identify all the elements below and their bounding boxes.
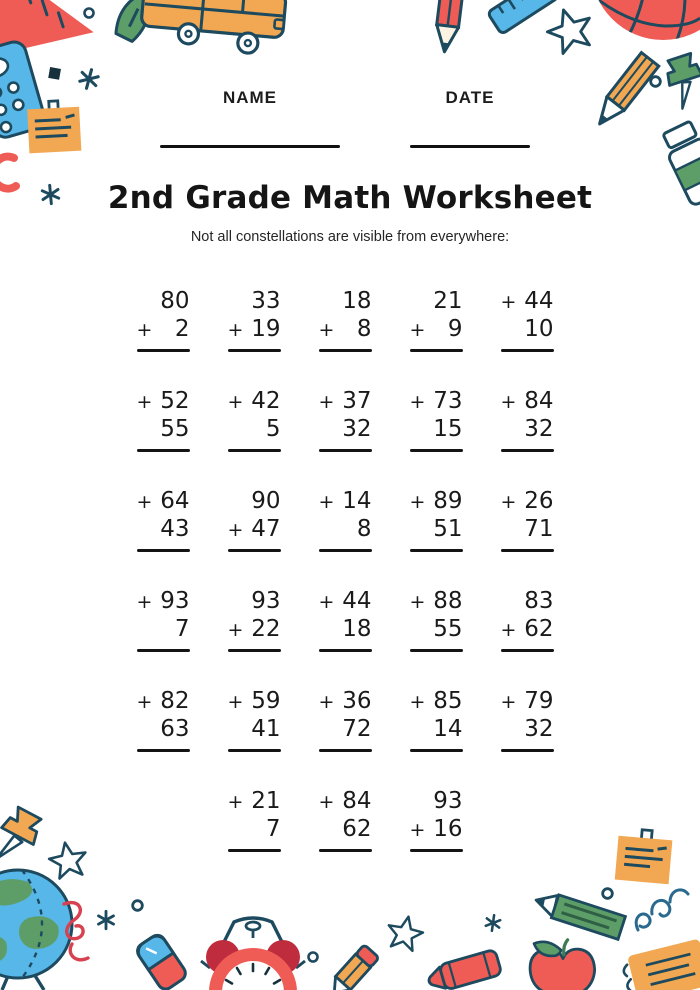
answer-line[interactable]	[410, 349, 463, 352]
addend-bottom: 32	[342, 416, 372, 442]
plus-operator: +	[227, 519, 244, 541]
answer-line[interactable]	[137, 349, 190, 352]
addend-top: 64	[160, 488, 190, 514]
addend-bottom: 9	[447, 316, 463, 342]
addend-bottom: 8	[356, 516, 372, 542]
notepad-icon	[613, 934, 700, 990]
math-problem	[501, 287, 554, 352]
addend-bottom: 22	[251, 616, 281, 642]
red-crayon-icon	[417, 937, 515, 990]
math-problem	[501, 387, 554, 452]
name-input-line[interactable]	[160, 145, 340, 148]
addend-bottom: 55	[433, 616, 463, 642]
addend-top: 89	[433, 488, 463, 514]
addend-top: 37	[342, 388, 372, 414]
math-problem	[319, 387, 372, 452]
addend-top: 44	[342, 588, 372, 614]
answer-line[interactable]	[501, 749, 554, 752]
answer-line[interactable]	[137, 649, 190, 652]
plus-operator: +	[136, 491, 153, 513]
star-icon	[382, 910, 427, 955]
plus-operator: +	[136, 591, 153, 613]
addend-top: 93	[433, 788, 463, 814]
blue-squiggle-icon	[630, 880, 692, 938]
plus-operator: +	[227, 319, 244, 341]
answer-line[interactable]	[228, 649, 281, 652]
circle-dot-icon	[130, 898, 145, 913]
answer-line[interactable]	[501, 449, 554, 452]
math-problem	[319, 487, 372, 552]
addend-top: 14	[342, 488, 372, 514]
answer-line[interactable]	[319, 549, 372, 552]
date-input-line[interactable]	[410, 145, 530, 148]
answer-line[interactable]	[228, 849, 281, 852]
page-subtitle: Not all constellations are visible from everywhere:	[190, 229, 510, 245]
plus-operator: +	[227, 619, 244, 641]
addend-top: 85	[433, 688, 463, 714]
red-squiggle-icon	[52, 898, 110, 966]
math-problem	[319, 687, 372, 752]
plus-operator: +	[318, 319, 335, 341]
addend-top: 42	[251, 388, 281, 414]
math-problem	[228, 487, 281, 552]
answer-line[interactable]	[410, 449, 463, 452]
addend-bottom: 32	[524, 716, 554, 742]
addend-top: 83	[524, 588, 554, 614]
plus-operator: +	[136, 391, 153, 413]
problem-row	[0, 787, 690, 852]
plus-operator: +	[227, 691, 244, 713]
problem-row	[0, 687, 690, 752]
plus-operator: +	[409, 819, 426, 841]
addend-bottom: 7	[174, 616, 190, 642]
answer-line[interactable]	[228, 449, 281, 452]
plus-operator: +	[500, 619, 517, 641]
answer-line[interactable]	[319, 349, 372, 352]
math-problem	[228, 387, 281, 452]
plus-operator: +	[227, 391, 244, 413]
addend-bottom: 32	[524, 416, 554, 442]
math-problem	[137, 387, 190, 452]
addend-top: 93	[160, 588, 190, 614]
addend-bottom: 15	[433, 416, 463, 442]
plus-operator: +	[136, 319, 153, 341]
addend-bottom: 5	[265, 416, 281, 442]
math-problem	[137, 587, 190, 652]
sticky-note-icon	[23, 94, 88, 155]
plus-operator: +	[500, 391, 517, 413]
push-pin-icon	[655, 46, 700, 121]
alarm-clock-icon	[196, 912, 311, 990]
answer-line[interactable]	[319, 449, 372, 452]
date-label: DATE	[445, 88, 495, 107]
addend-top: 21	[433, 288, 463, 314]
addend-bottom: 8	[356, 316, 372, 342]
answer-line[interactable]	[501, 549, 554, 552]
addend-top: 26	[524, 488, 554, 514]
math-problem	[228, 787, 281, 852]
plus-operator: +	[318, 491, 335, 513]
addend-bottom: 55	[160, 416, 190, 442]
addend-top: 18	[342, 288, 372, 314]
addend-top: 44	[524, 288, 554, 314]
addend-bottom: 2	[174, 316, 190, 342]
addend-top: 93	[251, 588, 281, 614]
addend-bottom: 72	[342, 716, 372, 742]
addend-top: 84	[524, 388, 554, 414]
plus-operator: +	[500, 691, 517, 713]
addend-top: 82	[160, 688, 190, 714]
asterisk-icon	[96, 910, 116, 930]
addend-bottom: 71	[524, 516, 554, 542]
plus-operator: +	[227, 791, 244, 813]
addend-top: 90	[251, 488, 281, 514]
plus-operator: +	[318, 591, 335, 613]
problems-grid	[0, 287, 700, 852]
addend-top: 59	[251, 688, 281, 714]
addend-bottom: 14	[433, 716, 463, 742]
page-title: 2nd Grade Math Worksheet	[107, 180, 593, 216]
addend-top: 73	[433, 388, 463, 414]
addend-top: 88	[433, 588, 463, 614]
plus-operator: +	[409, 591, 426, 613]
asterisk-icon	[483, 913, 503, 933]
math-problem	[137, 287, 190, 352]
math-problem	[410, 587, 463, 652]
date-field	[410, 88, 530, 148]
math-problem	[228, 687, 281, 752]
addend-top: 36	[342, 688, 372, 714]
addend-bottom: 47	[251, 516, 281, 542]
answer-line[interactable]	[137, 449, 190, 452]
math-problem	[137, 687, 190, 752]
addend-top: 80	[160, 288, 190, 314]
plus-operator: +	[318, 391, 335, 413]
math-problem	[319, 587, 372, 652]
addend-bottom: 62	[524, 616, 554, 642]
addend-bottom: 7	[265, 816, 281, 842]
plus-operator: +	[500, 291, 517, 313]
black-square-icon	[46, 65, 65, 84]
addend-bottom: 43	[160, 516, 190, 542]
math-problem	[501, 587, 554, 652]
name-label: NAME	[222, 88, 278, 107]
addend-top: 84	[342, 788, 372, 814]
math-problem	[410, 787, 463, 852]
math-problem	[410, 687, 463, 752]
math-problem	[319, 787, 372, 852]
answer-line[interactable]	[410, 549, 463, 552]
eraser-icon	[123, 923, 201, 990]
answer-line[interactable]	[410, 649, 463, 652]
school-bus-icon	[135, 0, 292, 56]
problem-row	[0, 587, 690, 652]
addend-bottom: 62	[342, 816, 372, 842]
circle-dot-icon	[306, 950, 320, 964]
addend-bottom: 63	[160, 716, 190, 742]
answer-line[interactable]	[228, 349, 281, 352]
answer-line[interactable]	[319, 749, 372, 752]
addend-bottom: 18	[342, 616, 372, 642]
problem-row	[0, 387, 690, 452]
math-problem	[228, 287, 281, 352]
addend-bottom: 10	[524, 316, 554, 342]
plus-operator: +	[500, 491, 517, 513]
math-problem	[410, 387, 463, 452]
math-problem	[501, 687, 554, 752]
problem-row	[0, 287, 690, 352]
plus-operator: +	[318, 691, 335, 713]
math-problem	[410, 287, 463, 352]
addend-bottom: 16	[433, 816, 463, 842]
answer-line[interactable]	[137, 549, 190, 552]
problem-row	[0, 487, 690, 552]
addend-top: 79	[524, 688, 554, 714]
pencil-icon	[314, 933, 391, 990]
red-pencil-icon	[421, 0, 476, 63]
plus-operator: +	[318, 791, 335, 813]
plus-operator: +	[409, 319, 426, 341]
plus-operator: +	[409, 691, 426, 713]
math-problem	[228, 587, 281, 652]
addend-bottom: 41	[251, 716, 281, 742]
answer-line[interactable]	[319, 849, 372, 852]
circle-dot-icon	[600, 886, 615, 901]
answer-line[interactable]	[501, 349, 554, 352]
answer-line[interactable]	[137, 749, 190, 752]
math-problem	[319, 287, 372, 352]
addend-top: 33	[251, 288, 281, 314]
plus-operator: +	[409, 391, 426, 413]
addend-bottom: 19	[251, 316, 281, 342]
addend-bottom: 51	[433, 516, 463, 542]
addend-top: 21	[251, 788, 281, 814]
circle-dot-icon	[82, 6, 96, 20]
name-field	[160, 88, 340, 148]
plus-operator: +	[136, 691, 153, 713]
addend-top: 52	[160, 388, 190, 414]
answer-line[interactable]	[228, 549, 281, 552]
plus-operator: +	[409, 491, 426, 513]
answer-line[interactable]	[228, 749, 281, 752]
answer-line[interactable]	[410, 849, 463, 852]
answer-line[interactable]	[319, 649, 372, 652]
answer-line[interactable]	[410, 749, 463, 752]
math-problem	[501, 487, 554, 552]
math-problem	[410, 487, 463, 552]
answer-line[interactable]	[501, 649, 554, 652]
math-problem	[137, 487, 190, 552]
